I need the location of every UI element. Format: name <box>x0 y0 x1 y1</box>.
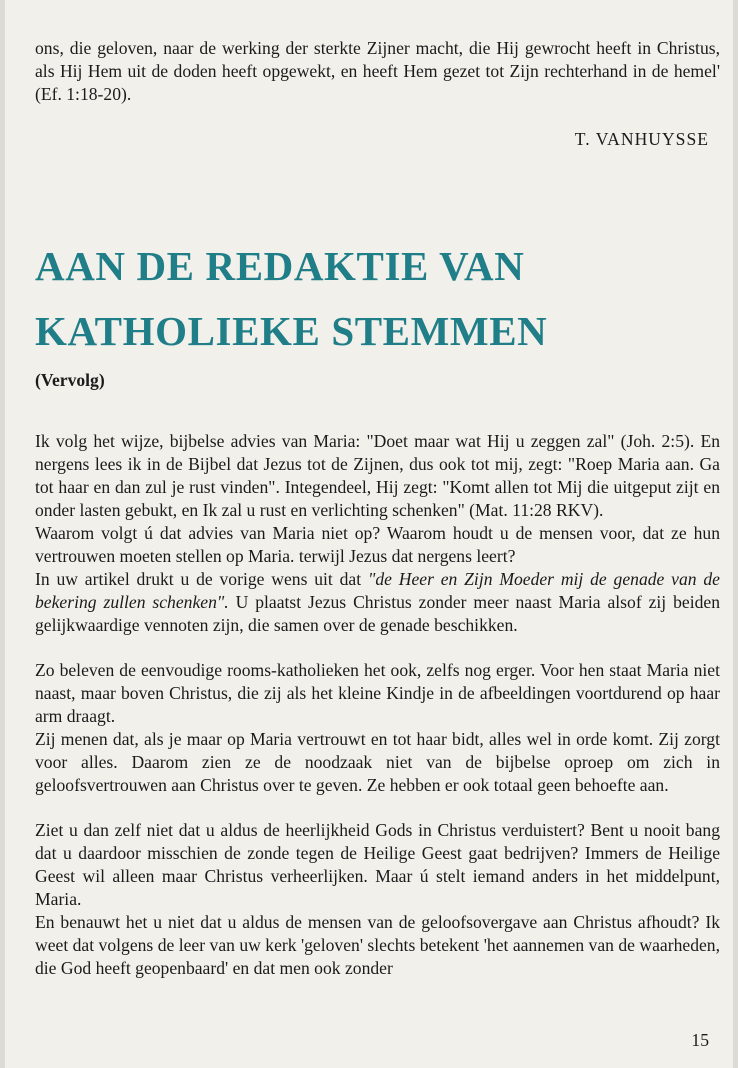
paragraph-2: Waarom volgt ú dat advies van Maria niet op? Waarom houdt u de mensen voor, dat ze hun vertrouwen moeten stellen op Maria. terwijl Jezus dat nergens leert? <box>35 523 720 566</box>
article-body <box>35 430 720 980</box>
paragraph-gap <box>35 797 720 819</box>
paragraph-gap <box>35 637 720 659</box>
article-title-line-2: KATHOLIEKE STEMMEN <box>35 308 548 354</box>
page-number: 15 <box>691 1030 709 1050</box>
paragraph-3-quote: "de Heer en Zijn Moeder mij de genade van de bekering zullen schenken". <box>35 569 720 612</box>
author-signature: T. VANHUYSSE <box>574 129 709 149</box>
page <box>5 0 733 1068</box>
paragraph-3-start: In uw artikel drukt u de vorige wens uit dat <box>35 569 368 589</box>
paragraph-5: Zij menen dat, als je maar op Maria vertrouwt en tot haar bidt, alles wel in orde komt. Zij zorgt voor alles. Daarom zien ze de noodzaak niet van de bijbelse oproep om zich in geloofsvertrouwen aan Christus over te geven. Ze hebben er ook totaal geen behoefte aan. <box>35 729 720 795</box>
intro-text: ons, die geloven, naar de werking der sterkte Zijner macht, die Hij gewrocht heeft in Christus, als Hij Hem uit de doden heeft opgewekt, en heeft Hem gezet tot Zijn rechterhand in de hemel' (Ef. 1:18-20). <box>35 38 720 104</box>
paragraph-6: Ziet u dan zelf niet dat u aldus de heerlijkheid Gods in Christus verduistert? Bent u nooit bang dat u daardoor misschien de zonde tegen de Heilige Geest gaat bedrijven? Immers de Heilige Geest wil alleen maar Christus verheerlijken. Maar ú stelt iemand anders in het middelpunt, Maria. <box>35 820 720 909</box>
article-title-line-1: AAN DE REDAKTIE VAN <box>35 243 525 289</box>
article-subtitle: (Vervolg) <box>35 370 105 390</box>
intro-paragraph <box>35 37 720 106</box>
paragraph-7: En benauwt het u niet dat u aldus de mensen van de geloofsovergave aan Christus afhoudt? Ik weet dat volgens de leer van uw kerk 'geloven' slechts betekent 'het aannemen van de waarheden, die God heeft geopenbaard' en dat men ook zonder <box>35 912 720 978</box>
paragraph-3 <box>35 568 720 637</box>
paragraph-4: Zo beleven de eenvoudige rooms-katholieken het ook, zelfs nog erger. Voor hen staat Maria niet naast, maar boven Christus, die zij als het kleine Kindje in de afbeeldingen voortdurend op haar arm draagt. <box>35 660 720 726</box>
paragraph-3-end: U plaatst Jezus Christus zonder meer naast Maria alsof zij beiden gelijkwaardige vennoten zijn, die samen over de genade beschikken. <box>35 592 720 635</box>
paragraph-1: Ik volg het wijze, bijbelse advies van Maria: "Doet maar wat Hij u zeggen zal" (Joh. 2:5). En nergens lees ik in de Bijbel dat Jezus tot de Zijnen, dus ook tot mij, zegt: "Roep Maria aan. Ga tot haar en dan zul je rust vinden". Integendeel, Hij zegt: "Komt allen tot Mij die uitgeput zijt en onder lasten gebukt, en Ik zal u rust en verlichting schenken" (Mat. 11:28 RKV). <box>35 431 720 520</box>
